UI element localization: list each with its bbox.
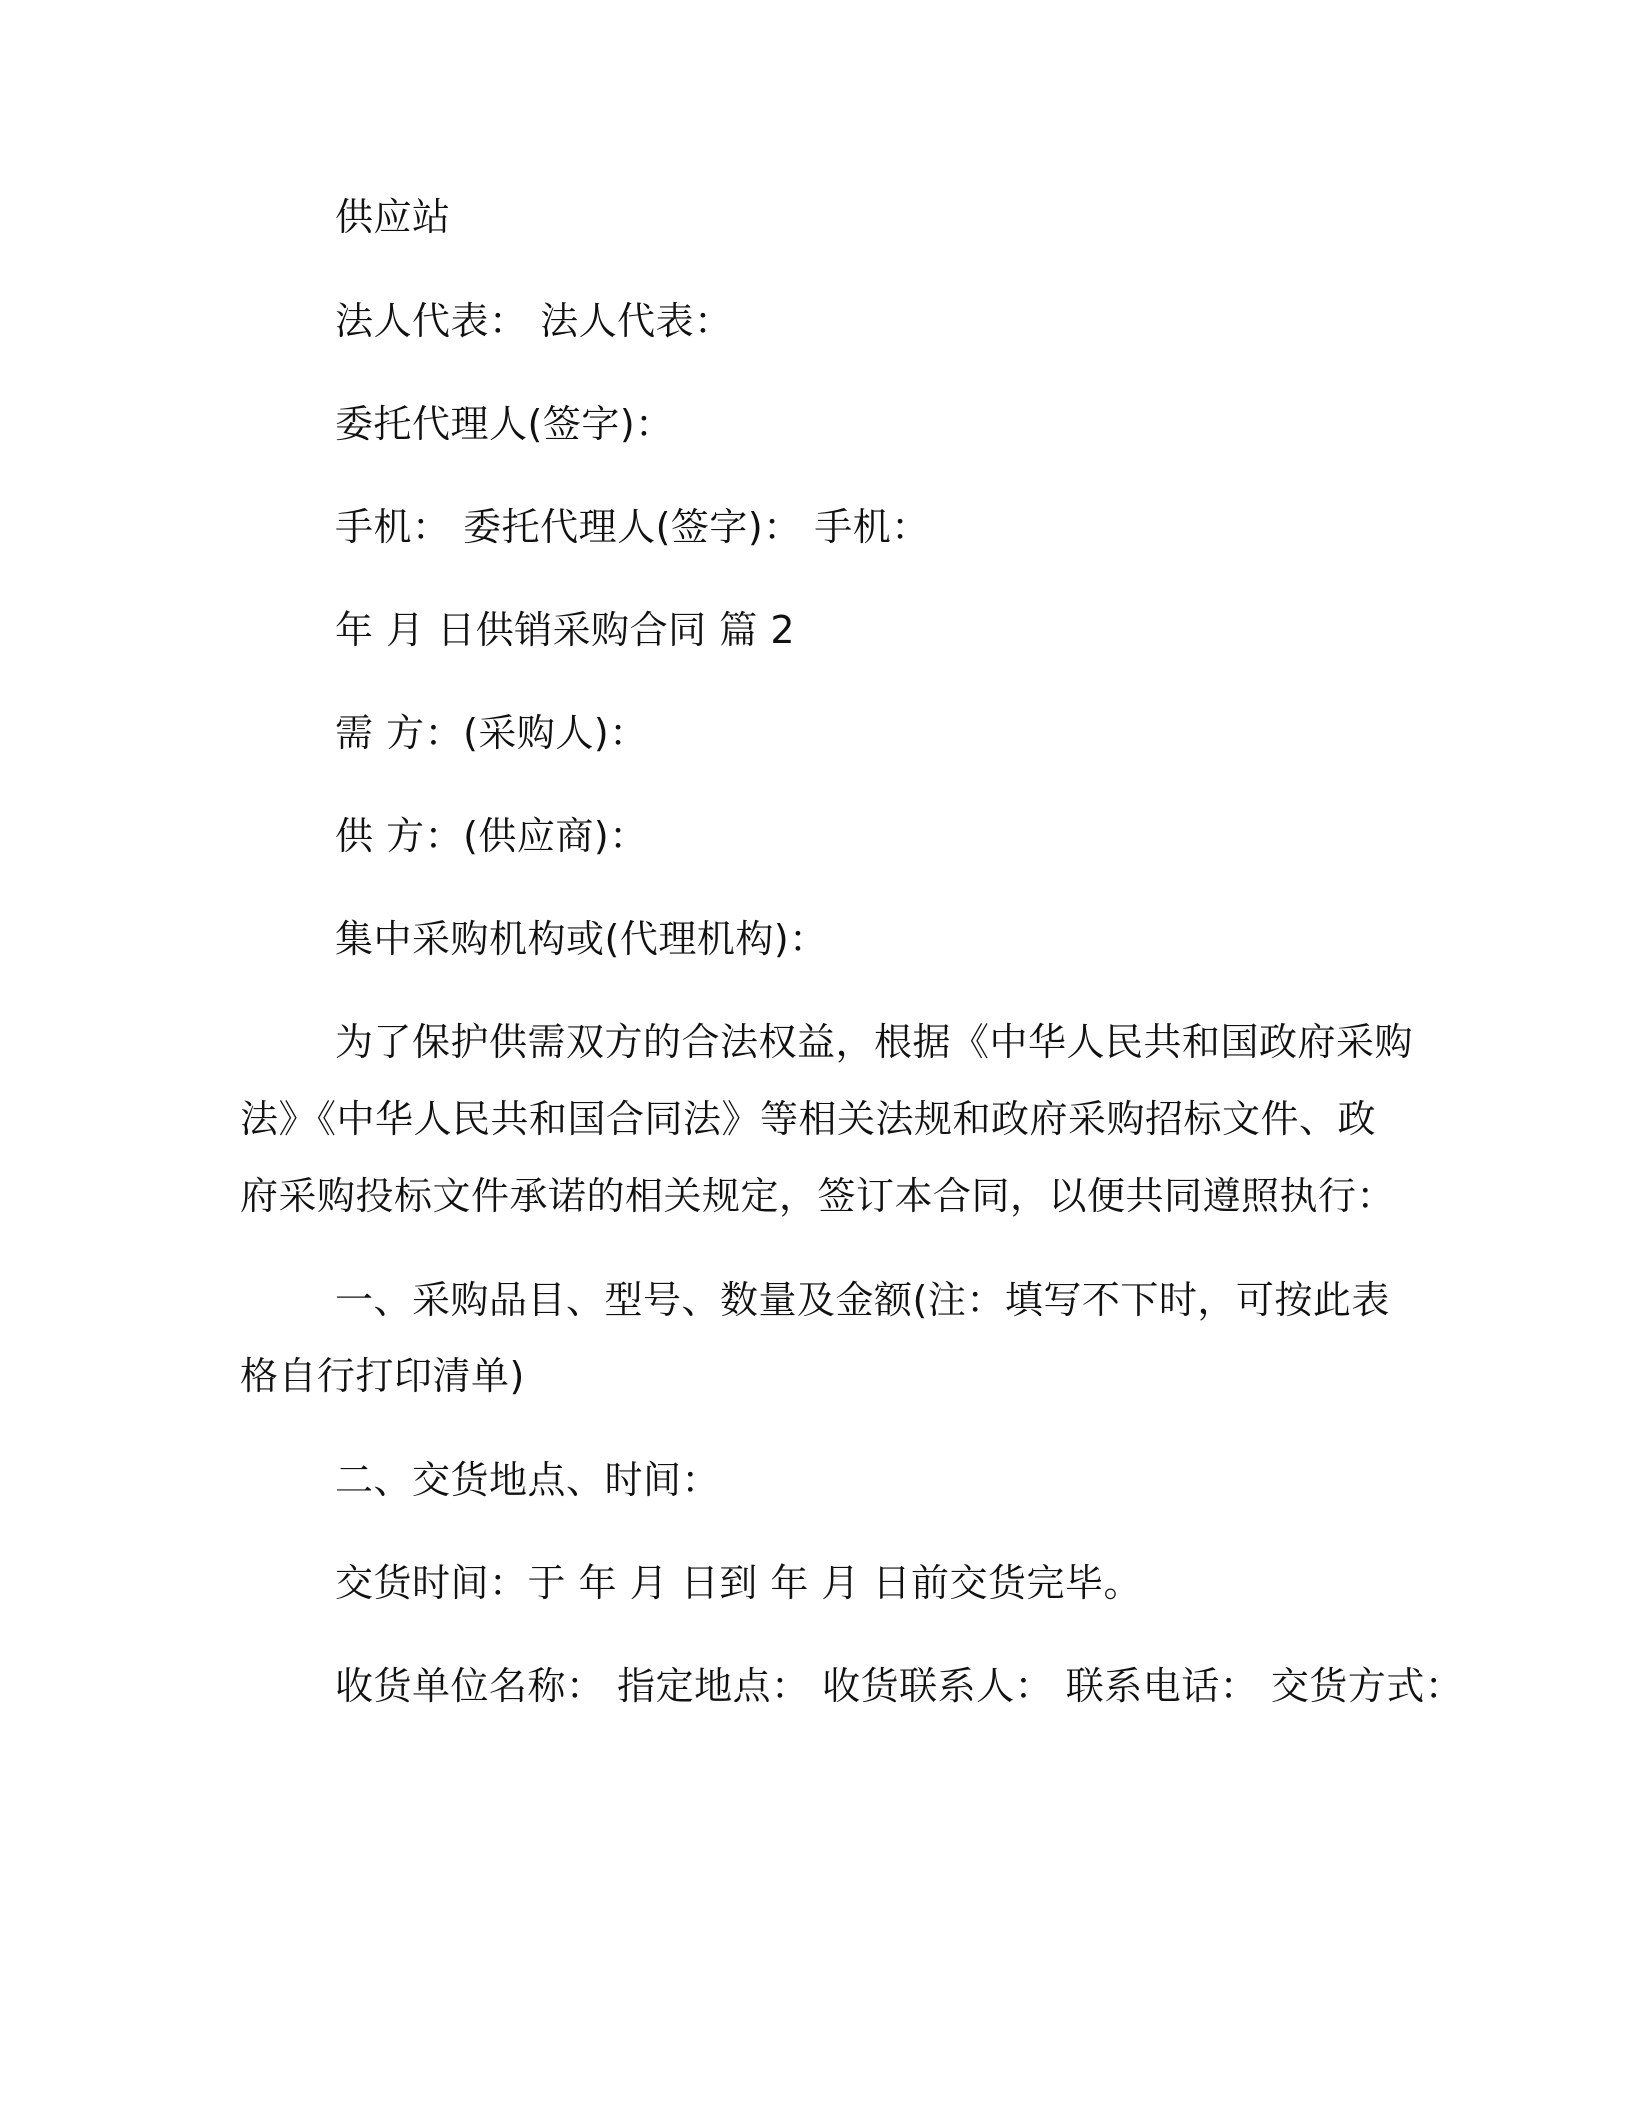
paragraph-supply-station: 供应站 — [335, 195, 451, 239]
paragraph-preamble-line-2: 法》《中华人民共和国合同法》等相关法规和政府采购招标文件、政 — [240, 1097, 1377, 1141]
paragraph-receiving-details: 收货单位名称： 指定地点： 收货联系人： 联系电话： 交货方式： — [335, 1664, 1464, 1708]
paragraph-preamble-line-3: 府采购投标文件承诺的相关规定，签订本合同，以便共同遵照执行： — [240, 1174, 1396, 1218]
section-one-line-1: 一、采购品目、型号、数量及金额(注：填写不下时，可按此表 — [335, 1278, 1390, 1322]
paragraph-buyer: 需 方：(采购人)： — [335, 711, 648, 755]
section-one-line-2: 格自行打印清单) — [240, 1354, 525, 1398]
contract-heading: 年 月 日供销采购合同 篇 2 — [335, 608, 795, 652]
paragraph-preamble-line-1: 为了保护供需双方的合法权益，根据《中华人民共和国政府采购 — [335, 1020, 1414, 1064]
section-two-heading: 二、交货地点、时间： — [335, 1458, 721, 1502]
paragraph-supplier: 供 方：(供应商)： — [335, 814, 648, 858]
paragraph-delivery-time: 交货时间：于 年 月 日到 年 月 日前交货完毕。 — [335, 1561, 1142, 1605]
paragraph-authorized-agent: 委托代理人(签字)： — [335, 402, 674, 446]
paragraph-mobile-agent: 手机： 委托代理人(签字)： 手机： — [335, 505, 930, 549]
paragraph-legal-representative: 法人代表： 法人代表： — [335, 299, 733, 343]
paragraph-procurement-agency: 集中采购机构或(代理机构)： — [335, 917, 828, 961]
